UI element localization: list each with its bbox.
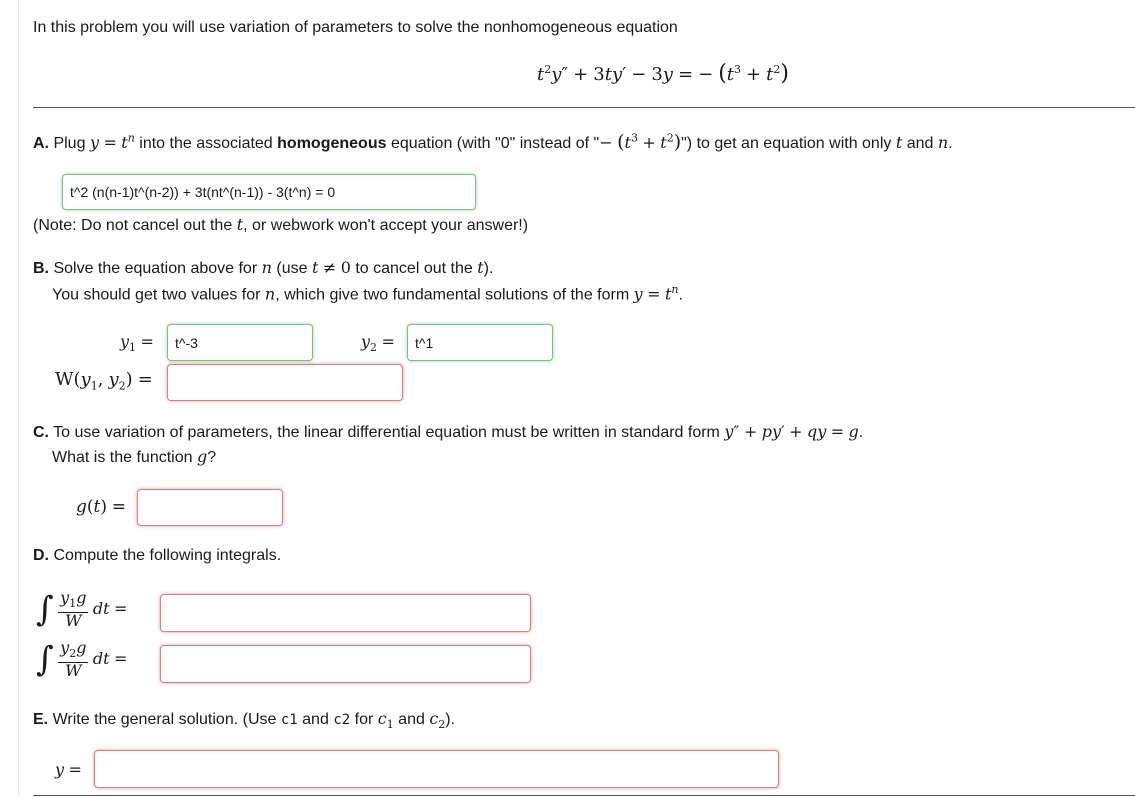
part-e-prompt: E. Write the general solution. (Use c1 and c2 for $c_1$ and $c_2$). xyxy=(33,709,456,732)
part-c-line2: What is the function g? xyxy=(52,447,217,466)
integral-1-label: ∫ $\frac{y_1g}{W}$ dt = xyxy=(36,588,128,631)
wronskian-label: $W(y_1$, $y_2$) = xyxy=(55,369,153,393)
intro-text: In this problem you will use variation of parameters to solve the nonhomogeneous equation xyxy=(33,19,678,36)
part-a-note: (Note: Do not cancel out the t, or webwork won't accept your answer!) xyxy=(33,215,529,234)
integral-2-label: ∫ $\frac{y_2g}{W}$ dt = xyxy=(36,638,128,681)
left-border xyxy=(18,0,19,797)
integral-2-input[interactable] xyxy=(160,645,531,683)
g-input[interactable] xyxy=(137,489,283,526)
part-b-line2: You should get two values for n, which give two fundamental solutions of the form $y = t^n$. xyxy=(52,283,683,304)
general-solution-label: y = xyxy=(55,760,82,779)
part-a-prompt: A. Plug $y = t^n$ into the associated homogeneous equation (with "0" instead of "− ($t^3$ + $t^2$)") to get an equation with only t and n. xyxy=(33,131,953,153)
y1-input[interactable]: t^-3 xyxy=(167,324,313,361)
general-solution-input[interactable] xyxy=(94,750,779,788)
bottom-divider xyxy=(33,795,1135,796)
y2-label: $y_2$ = xyxy=(361,332,395,355)
homogeneous-equation-input[interactable]: t^2 (n(n-1)t^(n-2)) + 3t(nt^(n-1)) - 3(t^n) = 0 xyxy=(62,174,476,210)
wronskian-input[interactable] xyxy=(167,364,403,401)
divider xyxy=(33,107,1135,108)
part-d-prompt: D. Compute the following integrals. xyxy=(33,547,282,564)
g-label: g(t) = xyxy=(76,497,126,517)
y2-input[interactable]: t^1 xyxy=(407,324,553,361)
main-equation: $t^2y'' + 3ty' - 3y$ = − $(t^3 + t^2)$ xyxy=(537,61,789,86)
y1-label: $y_1$ = xyxy=(120,332,154,355)
part-b-prompt: B. Solve the equation above for n (use t ≠ 0 to cancel out the t). xyxy=(33,258,494,277)
integral-1-input[interactable] xyxy=(160,594,531,632)
part-c-prompt: C. To use variation of parameters, the linear differential equation must be written in standard form y″ + py′ + qy = g. xyxy=(33,422,864,441)
